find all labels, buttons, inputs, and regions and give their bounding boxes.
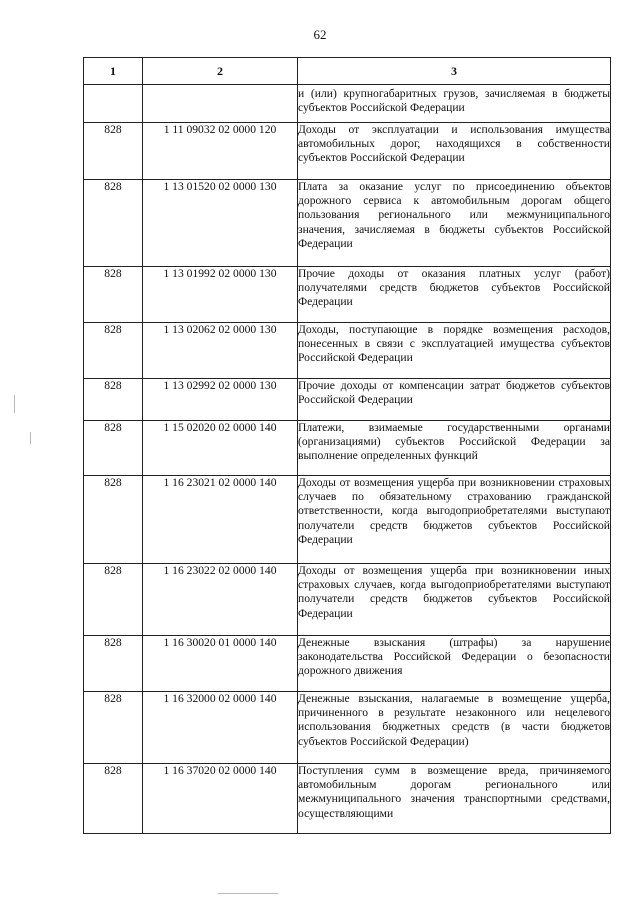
revenue-code-cell: 1 15 02020 02 0000 140 <box>143 421 298 476</box>
revenue-name-cell: Прочие доходы от компенсации затрат бюджетов субъектов Российской Федерации <box>298 379 611 421</box>
revenue-name-cell: и (или) крупногабаритных грузов, зачисляемая в бюджеты субъектов Российской Федерации <box>298 85 611 123</box>
table-row <box>84 180 611 267</box>
admin-code-cell: 828 <box>84 421 143 476</box>
table-row <box>84 267 611 323</box>
revenue-code-cell: 1 16 23021 02 0000 140 <box>143 476 298 564</box>
admin-code-cell: 828 <box>84 764 143 834</box>
revenue-code-cell: 1 13 02992 02 0000 130 <box>143 379 298 421</box>
scan-artifact-mark <box>30 432 31 444</box>
header-col-1: 1 <box>84 58 143 85</box>
revenue-code-cell: 1 13 01992 02 0000 130 <box>143 267 298 323</box>
table-row <box>84 379 611 421</box>
admin-code-cell: 828 <box>84 267 143 323</box>
admin-code-cell: 828 <box>84 476 143 564</box>
admin-code-cell: 828 <box>84 564 143 636</box>
admin-code-cell <box>84 85 143 123</box>
revenue-name-cell: Доходы от эксплуатации и использования имущества автомобильных дорог, находящихся в собственности субъектов Российской Федерации <box>298 123 611 180</box>
revenue-name-cell: Прочие доходы от оказания платных услуг (работ) получателями средств бюджетов субъектов Российской Федерации <box>298 267 611 323</box>
revenue-name-cell: Доходы, поступающие в порядке возмещения расходов, понесенных в связи с эксплуатацией имущества субъектов Российской Федерации <box>298 323 611 379</box>
admin-code-cell: 828 <box>84 636 143 692</box>
admin-code-cell: 828 <box>84 323 143 379</box>
revenue-code-cell: 1 16 23022 02 0000 140 <box>143 564 298 636</box>
revenue-name-cell: Денежные взыскания, налагаемые в возмещение ущерба, причиненного в результате незаконного или нецелевого использования бюджетных средств (в части бюджетов субъектов Российской Федерации) <box>298 692 611 764</box>
table-row <box>84 421 611 476</box>
revenue-code-cell: 1 16 37020 02 0000 140 <box>143 764 298 834</box>
table-row <box>84 123 611 180</box>
table-row <box>84 636 611 692</box>
revenue-name-cell: Денежные взыскания (штрафы) за нарушение законодательства Российской Федерации о безопасности дорожного движения <box>298 636 611 692</box>
header-col-3: 3 <box>298 58 611 85</box>
revenue-name-cell: Доходы от возмещения ущерба при возникновении иных страховых случаев, когда выгодоприобретателями выступают получатели средств бюджетов субъектов Российской Федерации <box>298 564 611 636</box>
revenue-code-cell: 1 11 09032 02 0000 120 <box>143 123 298 180</box>
revenue-name-cell: Плата за оказание услуг по присоединению объектов дорожного сервиса к автомобильным дорогам общего пользования регионального или межмуниципального значения, зачисляемая в бюджеты субъектов Российской Федерации <box>298 180 611 267</box>
scan-artifact-mark <box>14 395 15 413</box>
header-col-2: 2 <box>143 58 298 85</box>
table-row <box>84 764 611 834</box>
admin-code-cell: 828 <box>84 123 143 180</box>
table-header-row <box>84 58 611 85</box>
page-number: 62 <box>313 27 327 42</box>
scan-artifact-mark <box>218 893 278 894</box>
revenue-code-cell: 1 13 02062 02 0000 130 <box>143 323 298 379</box>
revenue-name-cell: Поступления сумм в возмещение вреда, причиняемого автомобильным дорогам регионального или межмуниципального значения транспортными средствами, осуществляющими <box>298 764 611 834</box>
table-row <box>84 564 611 636</box>
table-row <box>84 323 611 379</box>
table-row <box>84 476 611 564</box>
table-row <box>84 692 611 764</box>
admin-code-cell: 828 <box>84 379 143 421</box>
table-row <box>84 85 611 123</box>
revenue-code-cell: 1 16 32000 02 0000 140 <box>143 692 298 764</box>
revenue-code-cell: 1 13 01520 02 0000 130 <box>143 180 298 267</box>
admin-code-cell: 828 <box>84 180 143 267</box>
revenue-code-cell: 1 16 30020 01 0000 140 <box>143 636 298 692</box>
admin-code-cell: 828 <box>84 692 143 764</box>
revenue-name-cell: Доходы от возмещения ущерба при возникновении страховых случаев по обязательному страхованию гражданской ответственности, когда выгодоприобретателями выступают получатели средств бюджетов субъектов Российской Федерации <box>298 476 611 564</box>
revenue-name-cell: Платежи, взимаемые государственными органами (организациями) субъектов Российской Федерации за выполнение определенных функций <box>298 421 611 476</box>
revenue-code-cell <box>143 85 298 123</box>
revenue-codes-table <box>83 57 611 834</box>
